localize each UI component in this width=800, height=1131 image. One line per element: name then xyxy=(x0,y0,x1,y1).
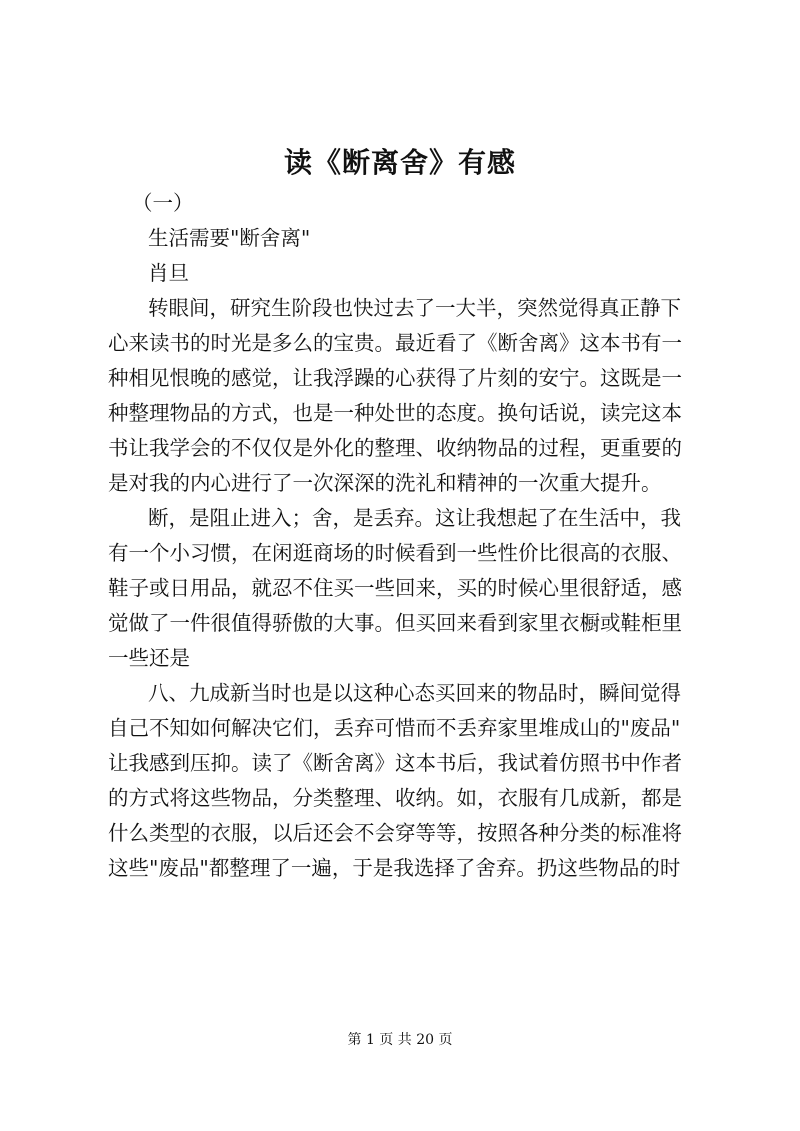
paragraph-line: 什么类型的衣服，以后还会不会穿等等，按照各种分类的标准将 xyxy=(108,821,682,845)
article-subtitle: 生活需要"断舍离" xyxy=(148,226,311,250)
document-body xyxy=(108,186,702,886)
paragraph-line: 书让我学会的不仅仅是外化的整理、收纳物品的过程，更重要的 xyxy=(108,436,682,460)
paragraph-line: 的方式将这些物品，分类整理、收纳。如，衣服有几成新，都是 xyxy=(108,786,682,810)
paragraph-line: 鞋子或日用品，就忍不住买一些回来，买的时候心里很舒适，感 xyxy=(108,576,682,600)
paragraph-line: 种整理物品的方式，也是一种处世的态度。换句话说，读完这本 xyxy=(108,401,682,425)
paragraph-line: 转眼间，研究生阶段也快过去了一大半，突然觉得真正静下 xyxy=(148,296,681,320)
paragraph-line: 有一个小习惯，在闲逛商场的时候看到一些性价比很高的衣服、 xyxy=(108,541,682,565)
paragraph-line: 让我感到压抑。读了《断舍离》这本书后，我试着仿照书中作者 xyxy=(108,751,682,775)
section-number: （一） xyxy=(132,191,194,215)
paragraph-line: 这些"废品"都整理了一遍，于是我选择了舍弃。扔这些物品的时 xyxy=(108,856,681,880)
paragraph-line: 是对我的内心进行了一次深深的洗礼和精神的一次重大提升。 xyxy=(108,471,662,495)
paragraph-line: 心来读书的时光是多么的宝贵。最近看了《断舍离》这本书有一 xyxy=(108,331,682,355)
paragraph-line: 种相见恨晚的感觉，让我浮躁的心获得了片刻的安宁。这既是一 xyxy=(108,366,682,390)
author-name: 肖旦 xyxy=(148,261,189,285)
paragraph-line: 断，是阻止进入；舍，是丢弃。这让我想起了在生活中，我 xyxy=(148,506,681,530)
paragraph-line: 自己不知如何解决它们，丢弃可惜而不丢弃家里堆成山的"废品" xyxy=(108,716,681,740)
document-title: 读《断离舍》有感 xyxy=(283,146,516,179)
page-footer: 第 1 页 共 20 页 xyxy=(347,1032,453,1048)
paragraph-line: 八、九成新当时也是以这种心态买回来的物品时，瞬间觉得 xyxy=(148,681,681,705)
paragraph-line: 觉做了一件很值得骄傲的大事。但买回来看到家里衣橱或鞋柜里 xyxy=(108,611,682,635)
paragraph-line: 一些还是 xyxy=(108,646,190,670)
